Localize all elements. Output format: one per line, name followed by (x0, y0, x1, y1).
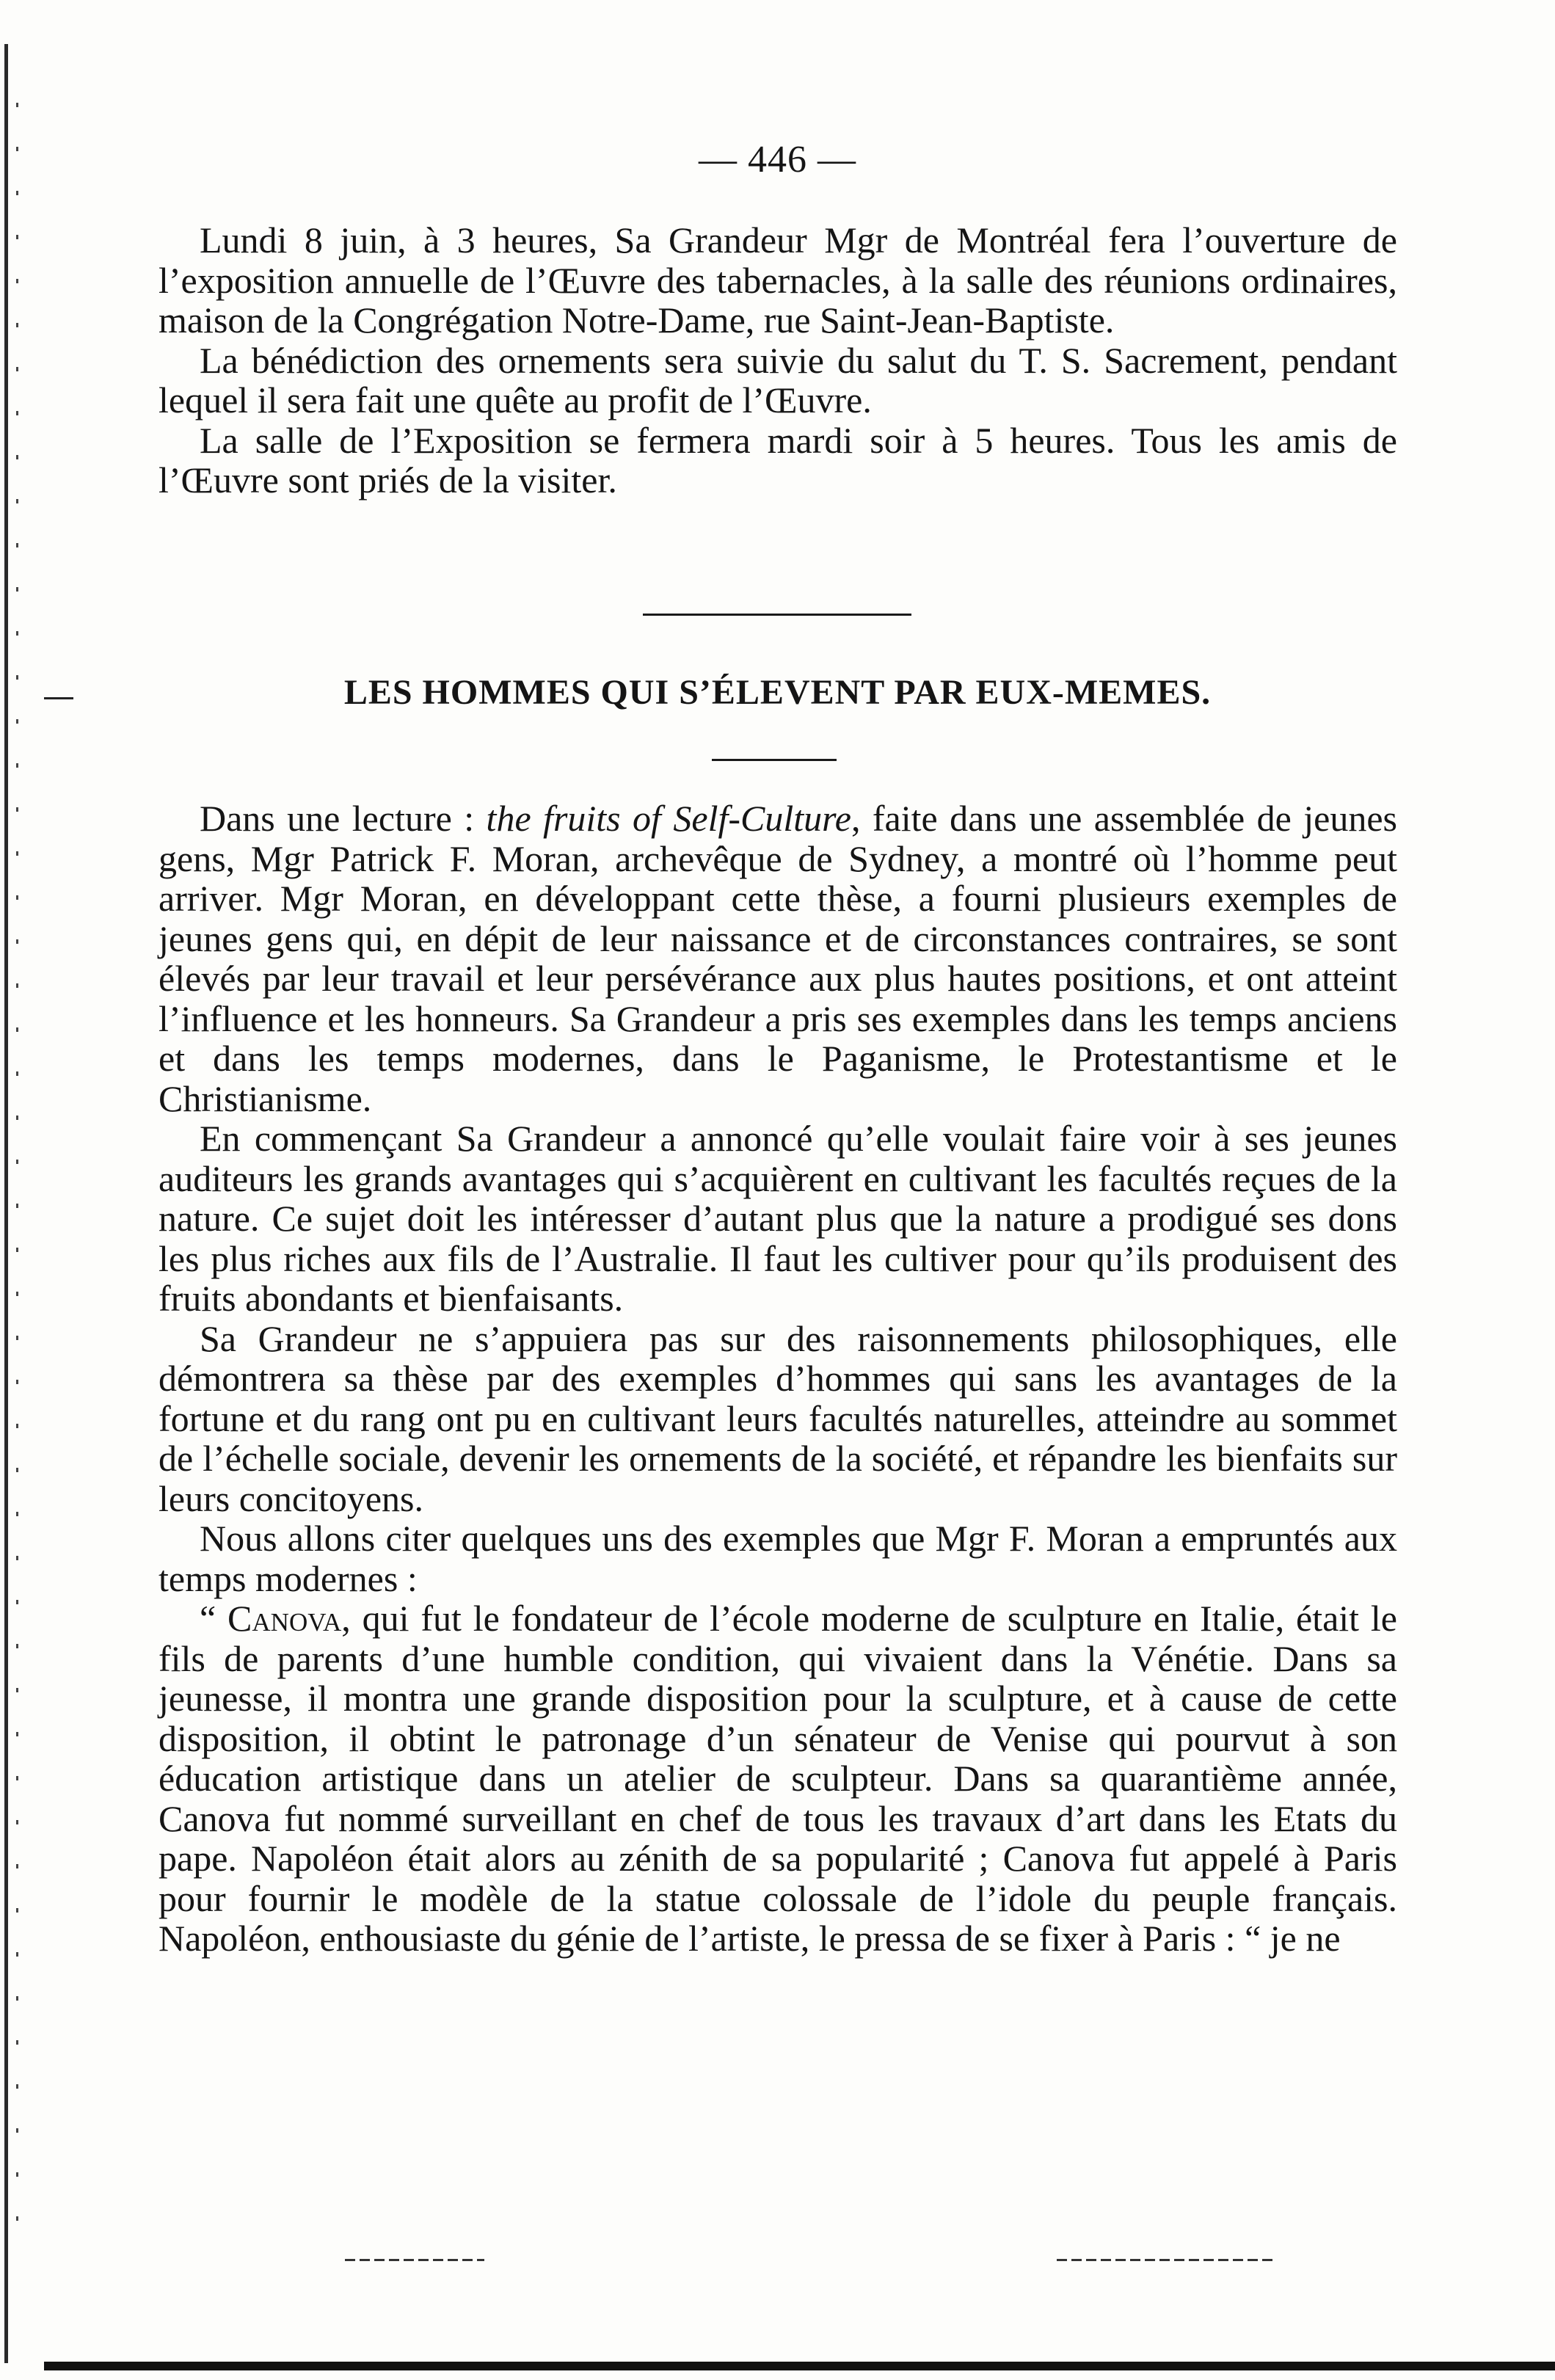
page-number: — 446 — (699, 139, 856, 181)
article-title: LES HOMMES QUI S’ÉLEVENT PAR EUX-MEMES. (343, 673, 1212, 712)
canova-text: , qui fut le fondateur de l’école moderne de sculpture en Italie, était le fils de parents d’une humble condition, qui vivaient dans la Vénétie. Dans sa jeunesse, il montra une grande disposition pour la sculpture, et à cause de cette disposition, il obtint le patronage d’un sénateur de Venise qui pourvut à son éducation artistique dans un atelier de sculpteur. Dans sa quarantième année, Canova fut nommé surveillant en chef de tous les travaux d’art dans les Etats du pape. Napoléon était alors au zénith de sa popularité ; Canova fut appelé à Paris pour fournir le modèle de la statue colossale de l’idole du peuple français. Napoléon, enthousiaste du génie de l’artiste, le pressa de se fixer à Paris : “ je ne (159, 1598, 1397, 1959)
article-paragraph: En commençant Sa Grandeur a annoncé qu’elle voulait faire voir à ses jeunes auditeurs les grands avantages qui s’acquièrent en cultivant les facultés reçues de la nature. Ce sujet doit les intéresser d’autant plus que la nature a prodigué ses dons les plus riches aux fils de l’Australie. Il faut les cultiver pour qu’ils produisent des fruits abondants et bienfaisants. (159, 1118, 1397, 1319)
left-margin-rule (4, 44, 8, 2363)
footer-rule-right (1057, 2259, 1277, 2261)
article-paragraph-intro (159, 798, 1397, 1118)
left-margin-marks (16, 103, 18, 2231)
announcement-block (159, 220, 1397, 501)
article-paragraph-canova (159, 1598, 1397, 1959)
announcement-paragraph: La bénédiction des ornements sera suivie du salut du T. S. Sacrement, pendant lequel il sera fait une quête au profit de l’Œuvre. (159, 339, 1397, 421)
intro-text: , faite dans une assemblée de jeunes gens, Mgr Patrick F. Moran, archevêque de Sydney, a montré où l’homme peut arriver. Mgr Moran, en développant cette thèse, a fourni plusieurs exemples de jeunes gens qui, en dépit de leur naissance et de circonstances contraires, se sont élevés par leur travail et leur persévérance aux plus hautes positions, et ont atteint l’influence et les honneurs. Sa Grandeur a pris ses exemples dans les temps anciens et dans les temps modernes, dans le Paganisme, le Protestantisme et le Christianisme. (159, 798, 1398, 1119)
open-quote: “ (200, 1598, 228, 1639)
scan-bottom-edge (44, 2362, 1555, 2370)
article-paragraph: Nous allons citer quelques uns des exemples que Mgr F. Moran a empruntés aux temps modernes : (159, 1518, 1397, 1599)
intro-lead: Dans une lecture : (200, 798, 487, 839)
article-body (159, 798, 1397, 1959)
margin-tick (44, 697, 73, 699)
announcement-paragraph: La salle de l’Exposition se fermera mardi soir à 5 heures. Tous les amis de l’Œuvre sont priés de la visiter. (159, 419, 1397, 501)
lecture-title: the fruits of Self-Culture (486, 798, 851, 839)
title-underline-rule (712, 759, 837, 761)
section-separator-rule (643, 614, 911, 616)
announcement-paragraph: Lundi 8 juin, à 3 heures, Sa Grandeur Mgr de Montréal fera l’ouverture de l’exposition annuelle de l’Œuvre des tabernacles, à la salle des réunions ordinaires, maison de la Congrégation Notre-Dame, rue Saint-Jean-Baptiste. (159, 219, 1397, 341)
footer-rule-left (345, 2259, 484, 2261)
article-paragraph: Sa Grandeur ne s’appuiera pas sur des raisonnements philosophiques, elle démontrera sa thèse par des exemples d’hommes qui sans les avantages de la fortune et du rang ont pu en cultivant leurs facultés naturelles, atteindre au sommet de l’échelle sociale, devenir les ornements de la société, et répandre les bienfaits sur leurs concitoyens. (159, 1317, 1397, 1519)
canova-name: Canova (227, 1598, 342, 1639)
